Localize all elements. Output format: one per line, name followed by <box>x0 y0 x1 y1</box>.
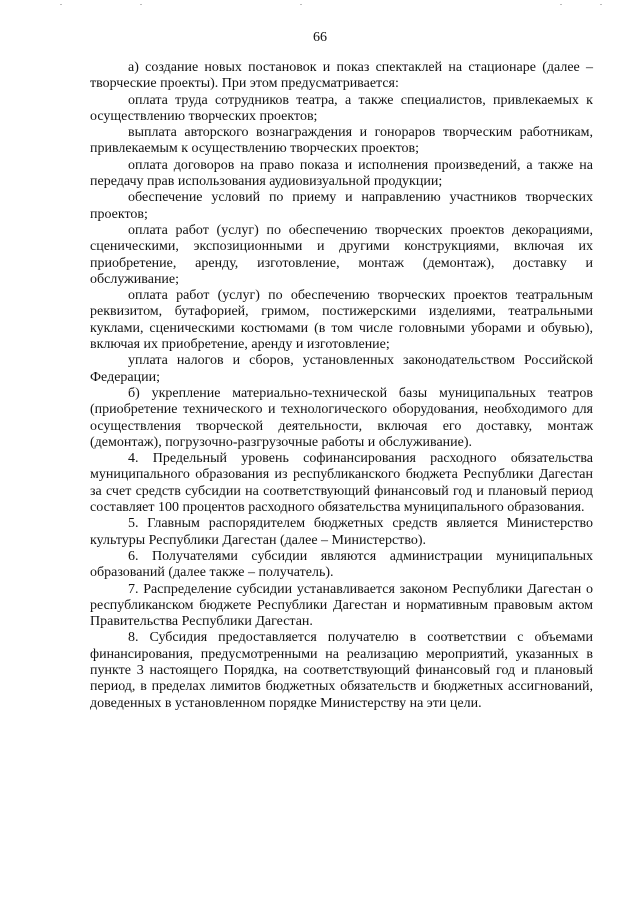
paragraph: оплата труда сотрудников театра, а также специалистов, привлекаемых к осуществлению творческих проектов; <box>90 92 593 124</box>
paragraph: оплата работ (услуг) по обеспечению творческих проектов театральным реквизитом, бутафорией, гримом, постижерскими изделиями, театральными куклами, сценическими костюмами (в том числе головными уборами и обувью), включая их приобретение, аренду и изготовление; <box>90 288 593 353</box>
paragraph: выплата авторского вознаграждения и гонораров творческим работникам, привлекаемым к осуществлению творческих проектов; <box>90 125 593 157</box>
paragraph: обеспечение условий по приему и направлению участников творческих проектов; <box>90 190 593 222</box>
scan-artifact <box>560 4 562 5</box>
paragraph: б) укрепление материально-технической базы муниципальных театров (приобретение технического и технологического оборудования, необходимого для осуществления творческой деятельности, включая его доставку, монтаж (демонтаж), погрузочно-разгрузочные работы и обслуживание). <box>90 385 593 450</box>
paragraph: 7. Распределение субсидии устанавливается законом Республики Дагестан о республиканском бюджете Республики Дагестан и нормативным правовым актом Правительства Республики Дагестан. <box>90 581 593 630</box>
paragraph: уплата налогов и сборов, установленных законодательством Российской Федерации; <box>90 353 593 385</box>
paragraph: 8. Субсидия предоставляется получателю в соответствии с объемами финансирования, предусмотренными на реализацию мероприятий, указанных в пункте 3 настоящего Порядка, на соответствующий финансовый год и плановый период, в пределах лимитов бюджетных обязательств и бюджетных ассигнований, доведенных в установленном порядке Министерству на эти цели. <box>90 630 593 711</box>
paragraph: оплата работ (услуг) по обеспечению творческих проектов декорациями, сценическими, экспозиционными и другими конструкциями, включая их приобретение, аренду, изготовление, монтаж (демонтаж), доставку и обслуживание; <box>90 222 593 287</box>
paragraph: а) создание новых постановок и показ спектаклей на стационаре (далее – творческие проекты). При этом предусматривается: <box>90 60 593 92</box>
scan-artifact <box>300 4 302 5</box>
document-body <box>90 60 593 712</box>
paragraph: 4. Предельный уровень софинансирования расходного обязательства муниципального образования из республиканского бюджета Республики Дагестан за счет средств субсидии на соответствующий финансовый год и плановый период составляет 100 процентов расходного обязательства муниципального образования. <box>90 451 593 516</box>
scan-artifact <box>600 4 602 5</box>
scan-artifact <box>60 4 62 5</box>
page-number: 66 <box>313 30 327 45</box>
paragraph: 5. Главным распорядителем бюджетных средств является Министерство культуры Республики Дагестан (далее – Министерство). <box>90 516 593 548</box>
paragraph: 6. Получателями субсидии являются администрации муниципальных образований (далее также – получатель). <box>90 548 593 581</box>
scan-artifact <box>140 4 142 5</box>
paragraph: оплата договоров на право показа и исполнения произведений, а также на передачу прав использования аудиовизуальной продукции; <box>90 157 593 190</box>
